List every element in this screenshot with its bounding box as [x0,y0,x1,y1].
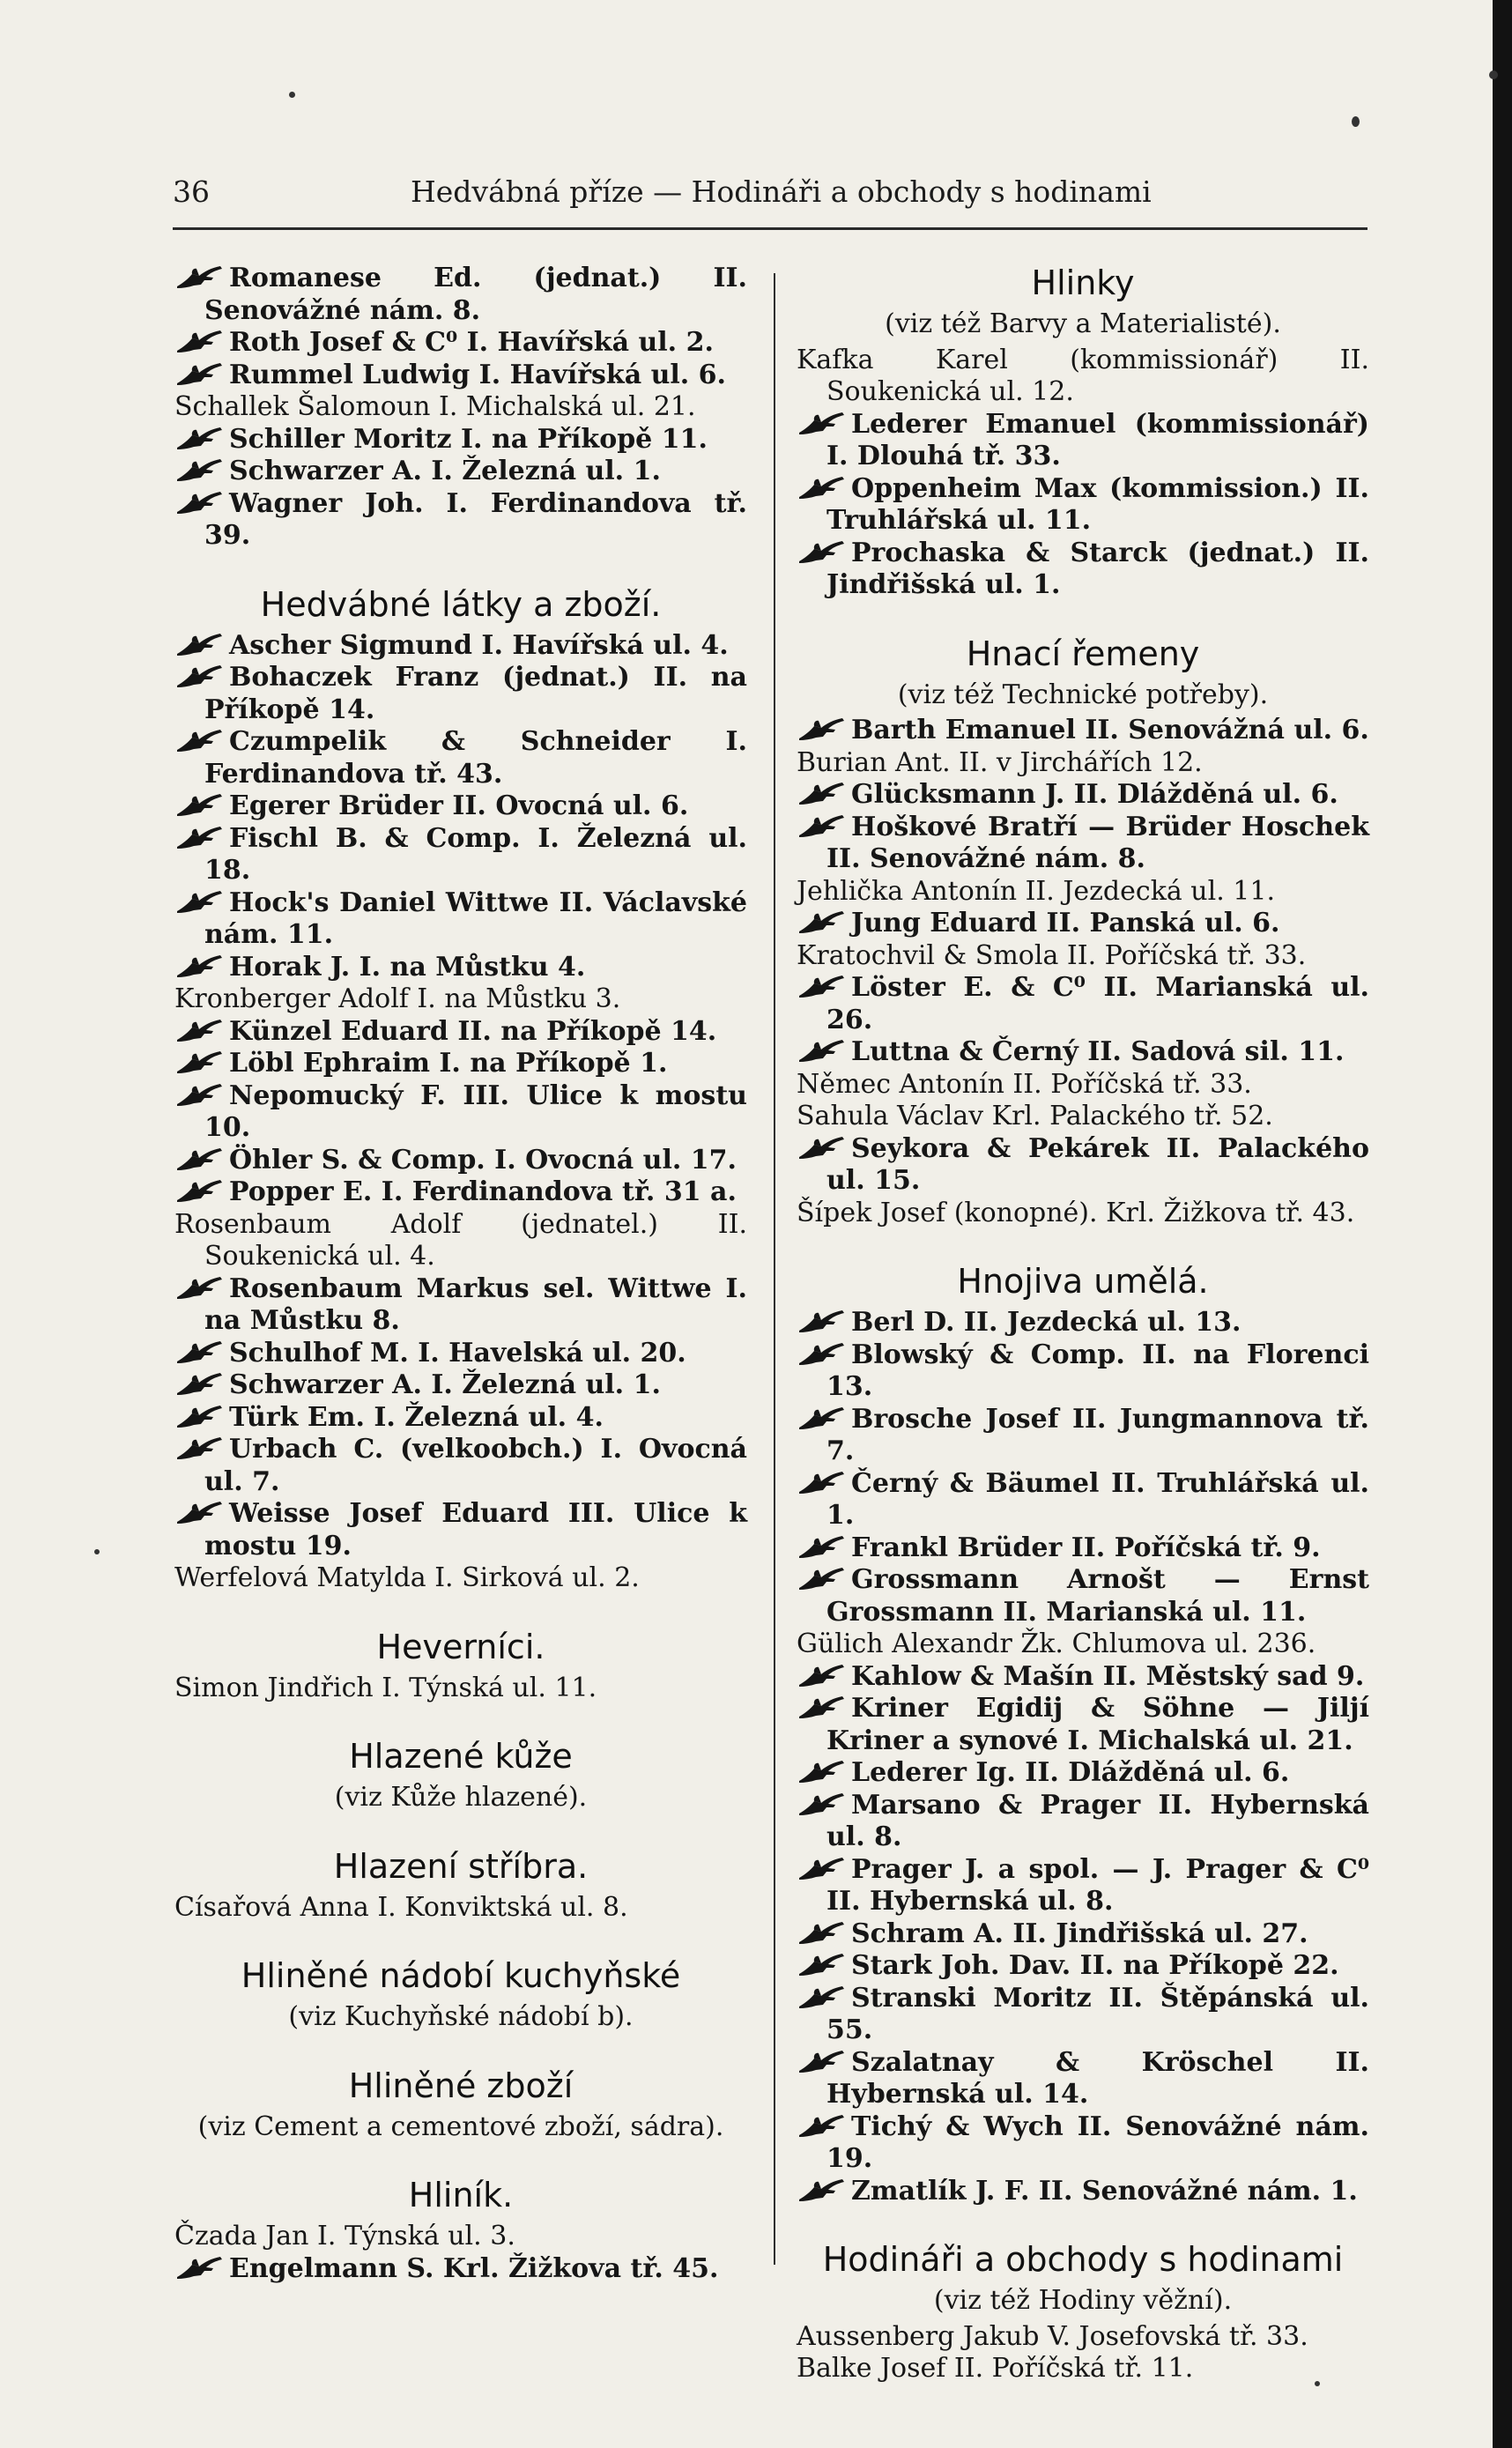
directory-entry [174,630,747,663]
right-column [797,263,1369,2385]
entry-text: Černý & Bäumel II. Truhlářská ul. 1. [826,1467,1369,1531]
directory-entry [797,876,1369,909]
section-heading: Hodináři a obchody s hodinami [822,2240,1344,2279]
directory-entry [797,1757,1369,1790]
entry-text: Schulhof M. I. Havelská ul. 20. [229,1337,686,1369]
pointing-hand-icon [174,489,226,516]
pointing-hand-icon [797,1340,848,1367]
directory-entry [797,1790,1369,1854]
print-speck [1489,70,1498,79]
cross-reference-note: (viz též Barvy a Materialisté). [885,308,1281,339]
directory-entry [174,488,747,553]
entry-text: Lederer Emanuel (kommissionář) I. Dlouhá tř. 33. [826,408,1369,471]
pointing-hand-icon [174,631,226,657]
entry-text: Kratochvil & Smola II. Poříčská tř. 33. [797,939,1307,971]
page-edge-shadow [1493,0,1512,2448]
cross-reference-note: (viz Kuchyňské nádobí b). [288,2001,634,2032]
directory-entry [174,1402,747,1435]
section-heading: Heverníci. [376,1627,545,1666]
pointing-hand-icon [174,1499,226,1525]
pointing-hand-icon [797,1758,848,1784]
directory-entry [174,952,747,984]
pointing-hand-icon [797,474,848,501]
directory-entry [174,726,747,790]
pointing-hand-icon [797,1565,848,1591]
pointing-hand-icon [174,1370,226,1397]
entry-text: Roth Josef & C⁰ I. Havířská ul. 2. [229,327,714,358]
pointing-hand-icon [174,1403,226,1429]
pointing-hand-icon [174,2254,226,2281]
header-rule [173,227,1367,230]
entry-text: Schram A. II. Jindřišská ul. 27. [851,1918,1308,1949]
pointing-hand-icon [174,1146,226,1172]
directory-entry [174,1273,747,1338]
directory-entry [797,1036,1369,1069]
entry-text: Hoškové Bratří — Brüder Hoschek II. Senovážné nám. 8. [826,811,1369,874]
directory-entry [797,2111,1369,2176]
pointing-hand-icon [174,263,226,290]
directory-entry [797,1468,1369,1532]
section-heading: Hlazení stříbra. [333,1846,589,1886]
running-title: Hedvábná příze — Hodináři a obchody s hodinami [411,174,1152,209]
pointing-hand-icon [797,410,848,436]
entry-text: Barth Emanuel II. Senovážná ul. 6. [851,715,1369,746]
entry-text: Stranski Moritz II. Štěpánská ul. 55. [826,1982,1369,2045]
pointing-hand-icon [174,1339,226,1365]
directory-entry [797,779,1369,812]
entry-text: Engelmann S. Krl. Žižkova tř. 45. [229,2252,719,2284]
entry-text: Stark Joh. Dav. II. na Příkopě 22. [851,1950,1339,1981]
entry-text: Simon Jindřich I. Týnská ul. 11. [174,1672,597,1703]
pointing-hand-icon [174,824,226,850]
pointing-hand-icon [797,1405,848,1431]
page-header [173,174,1367,219]
entry-text: Balke Josef II. Poříčská tř. 11. [797,2353,1194,2384]
entry-text: Nepomucký F. III. Ulice k mostu 10. [204,1079,747,1143]
directory-entry [797,1532,1369,1565]
directory-entry [797,1307,1369,1339]
left-column [174,263,747,2285]
directory-entry [174,1209,747,1273]
pointing-hand-icon [797,1855,848,1881]
pointing-hand-icon [797,973,848,999]
directory-entry [797,1983,1369,2047]
entry-text: Urbach C. (velkoobch.) I. Ovocná ul. 7. [204,1434,747,1497]
directory-entry [797,409,1369,473]
section-heading: Hlinky [1031,263,1135,302]
pointing-hand-icon [797,2048,848,2074]
directory-entry [797,1101,1369,1133]
entry-text: Künzel Eduard II. na Příkopě 14. [229,1015,717,1047]
directory-entry [174,327,747,360]
directory-entry [174,1434,747,1498]
entry-text: Horak J. I. na Můstku 4. [229,951,586,983]
directory-entry [797,2176,1369,2208]
entry-text: Zmatlík J. F. II. Senovážné nám. 1. [851,2175,1358,2207]
pointing-hand-icon [797,1469,848,1495]
directory-entry [797,1628,1369,1661]
entry-text: Lederer Ig. II. Dlážděná ul. 6. [851,1757,1290,1788]
directory-entry [797,1564,1369,1628]
pointing-hand-icon [174,663,226,689]
directory-entry [797,2353,1369,2385]
entry-text: Schwarzer A. I. Železná ul. 1. [229,1369,661,1400]
entry-text: Löbl Ephraim I. na Příkopě 1. [229,1048,668,1079]
pointing-hand-icon [797,538,848,565]
section-heading: Hnací řemeny [966,634,1200,673]
pointing-hand-icon [174,888,226,915]
section-heading: Hlazené kůže [349,1737,573,1776]
entry-text: Němec Antonín II. Poříčská tř. 33. [797,1068,1252,1100]
entry-text: Sahula Václav Krl. Palackého tř. 52. [797,1101,1273,1131]
directory-entry [174,1016,747,1049]
directory-entry [174,1892,747,1925]
directory-entry [174,983,747,1016]
pointing-hand-icon [174,425,226,451]
cross-reference-note: (viz Kůže hlazené). [334,1782,588,1813]
entry-text: Schwarzer A. I. Železná ul. 1. [229,456,661,486]
pointing-hand-icon [174,1049,226,1075]
directory-entry [174,2221,747,2253]
entry-text: Prager J. a spol. — J. Prager & C⁰ II. Hybernská ul. 8. [826,1853,1369,1917]
section-heading: Hedvábné látky a zboží. [260,584,662,624]
pointing-hand-icon [797,1791,848,1817]
cross-reference-note: (viz též Hodiny věžní). [933,2285,1233,2316]
entry-text: Egerer Brüder II. Ovocná ul. 6. [229,790,689,821]
cross-reference-note: (viz též Technické potřeby). [897,679,1269,710]
entry-text: Berl D. II. Jezdecká ul. 13. [851,1307,1241,1338]
entry-text: Ascher Sigmund I. Havířská ul. 4. [229,629,729,661]
entry-text: Hock's Daniel Wittwe II. Václavské nám. 11. [204,886,747,950]
cross-reference-note: (viz Cement a cementové zboží, sádra). [197,2110,724,2142]
section-heading: Hliněné zboží [348,2066,574,2105]
entry-text: Wagner Joh. I. Ferdinandova tř. 39. [204,487,747,551]
directory-entry [797,715,1369,747]
pointing-hand-icon [797,1951,848,1977]
directory-entry [797,1198,1369,1230]
directory-entry [174,391,747,424]
entry-text: Jung Eduard II. Panská ul. 6. [851,908,1280,938]
pointing-hand-icon [797,1037,848,1064]
entry-text: Rosenbaum Markus sel. Wittwe I. na Můstku 8. [204,1272,747,1336]
directory-entry [174,1080,747,1145]
pointing-hand-icon [174,953,226,979]
pointing-hand-icon [174,328,226,354]
directory-entry [797,1693,1369,1757]
entry-text: Popper E. I. Ferdinandova tř. 31 a. [229,1176,737,1207]
directory-entry [797,1854,1369,1918]
pointing-hand-icon [797,2112,848,2139]
entry-text: Gülich Alexandr Žk. Chlumova ul. 236. [797,1628,1316,1659]
column-divider [774,273,775,2265]
entry-text: Oppenheim Max (kommission.) II. Truhlářská ul. 11. [826,472,1369,536]
directory-entry [174,1673,747,1705]
section-heading: Hnojiva umělá. [957,1262,1209,1301]
entry-text: Burian Ant. II. v Jirchářích 12. [797,746,1203,778]
directory-entry [174,456,747,488]
entry-text: Šípek Josef (konopné). Krl. Žižkova tř. 43. [797,1197,1355,1228]
entry-text: Bohaczek Franz (jednat.) II. na Příkopě 14. [204,662,747,725]
entry-text: Aussenberg Jakub V. Josefovská tř. 33. [797,2320,1308,2352]
entry-text: Weisse Josef Eduard III. Ulice k mostu 19. [204,1498,747,1562]
directory-entry [797,1339,1369,1404]
section-heading: Hliník. [408,2176,514,2214]
entry-text: Kronberger Adolf I. na Můstku 3. [174,983,621,1014]
directory-entry [797,345,1369,409]
pointing-hand-icon [797,1533,848,1560]
pointing-hand-icon [174,791,226,818]
directory-entry [797,1950,1369,1983]
entry-text: Glücksmann J. II. Dlážděná ul. 6. [851,779,1338,810]
entry-text: Prochaska & Starck (jednat.) II. Jindřišská ul. 1. [826,537,1369,600]
directory-entry [797,1133,1369,1198]
entry-text: Werfelová Matylda I. Sirková ul. 2. [174,1562,640,1593]
entry-text: Marsano & Prager II. Hybernská ul. 8. [826,1789,1369,1852]
pointing-hand-icon [174,1081,226,1108]
entry-text: Grossmann Arnošt — Ernst Grossmann II. Marianská ul. 11. [826,1564,1369,1628]
directory-entry [174,887,747,952]
directory-entry [174,1338,747,1370]
entry-text: Seykora & Pekárek II. Palackého ul. 15. [826,1132,1369,1196]
entry-text: Rosenbaum Adolf (jednatel.) II. Soukenická ul. 4. [174,1208,747,1272]
entry-text: Schallek Šalomoun I. Michalská ul. 21. [174,391,696,422]
directory-entry [174,1176,747,1209]
directory-entry [797,2047,1369,2111]
pointing-hand-icon [797,1134,848,1161]
pointing-hand-icon [797,812,848,839]
entry-text: Tichý & Wych II. Senovážné nám. 19. [826,2110,1369,2174]
directory-entry [174,263,747,327]
pointing-hand-icon [797,780,848,806]
entry-text: Kahlow & Mašín II. Městský sad 9. [851,1660,1365,1692]
pointing-hand-icon [797,909,848,935]
entry-text: Romanese Ed. (jednat.) II. Senovážné nám. 8. [204,263,747,326]
directory-entry [797,940,1369,973]
entry-text: Schiller Moritz I. na Příkopě 11. [229,423,708,455]
pointing-hand-icon [797,1662,848,1688]
entry-text: Czumpelik & Schneider I. Ferdinandova tř. 43. [204,726,747,790]
pointing-hand-icon [174,1435,226,1461]
entry-text: Brosche Josef II. Jungmannova tř. 7. [826,1403,1369,1466]
directory-entry [797,747,1369,780]
print-speck [1315,2381,1320,2386]
entry-text: Kafka Karel (kommissionář) II. Soukenická ul. 12. [797,344,1369,407]
entry-text: Szalatnay & Kröschel II. Hybernská ul. 14. [826,2046,1369,2110]
pointing-hand-icon [797,1694,848,1720]
entry-text: Kriner Egidij & Söhne — Jiljí Kriner a synové I. Michalská ul. 21. [826,1693,1369,1756]
pointing-hand-icon [174,360,226,387]
directory-entry [174,1145,747,1177]
directory-entry [797,2321,1369,2354]
directory-entry [797,1404,1369,1468]
print-speck [1352,116,1360,127]
entry-text: Türk Em. I. Železná ul. 4. [229,1401,604,1433]
directory-entry [174,1562,747,1595]
entry-text: Fischl B. & Comp. I. Železná ul. 18. [204,822,747,886]
entry-text: Rummel Ludwig I. Havířská ul. 6. [229,359,726,390]
directory-entry [797,972,1369,1036]
directory-entry [797,908,1369,940]
pointing-hand-icon [174,456,226,483]
directory-entry [174,2253,747,2286]
pointing-hand-icon [797,1984,848,2010]
directory-entry [174,823,747,887]
pointing-hand-icon [174,727,226,753]
pointing-hand-icon [797,1919,848,1946]
directory-entry [797,473,1369,538]
directory-entry [174,424,747,456]
entry-text: Blowský & Comp. II. na Florenci 13. [826,1339,1369,1402]
pointing-hand-icon [174,1177,226,1204]
directory-entry [174,1048,747,1080]
directory-entry [174,360,747,392]
print-speck [94,1549,100,1554]
pointing-hand-icon [174,1017,226,1043]
directory-entry [174,790,747,823]
directory-entry [174,1369,747,1402]
pointing-hand-icon [174,1274,226,1301]
entry-text: Luttna & Černý II. Sadová sil. 11. [851,1036,1345,1067]
directory-entry [797,538,1369,602]
entry-text: Jehlička Antonín II. Jezdecká ul. 11. [797,875,1275,907]
entry-text: Čzada Jan I. Týnská ul. 3. [174,2221,515,2251]
directory-entry [797,1069,1369,1102]
pointing-hand-icon [797,716,848,742]
page-number: 36 [173,174,210,209]
directory-entry [797,1661,1369,1694]
directory-entry [797,1918,1369,1951]
pointing-hand-icon [797,2177,848,2203]
entry-text: Císařová Anna I. Konviktská ul. 8. [174,1891,628,1923]
directory-entry [174,662,747,726]
print-speck [289,92,295,98]
entry-text: Öhler S. & Comp. I. Ovocná ul. 17. [229,1144,737,1176]
pointing-hand-icon [797,1308,848,1334]
directory-entry [797,812,1369,876]
entry-text: Frankl Brüder II. Poříčská tř. 9. [851,1532,1321,1563]
directory-entry [174,1498,747,1562]
entry-text: Löster E. & C⁰ II. Marianská ul. 26. [826,972,1369,1035]
section-heading: Hliněné nádobí kuchyňské [241,1956,681,1995]
